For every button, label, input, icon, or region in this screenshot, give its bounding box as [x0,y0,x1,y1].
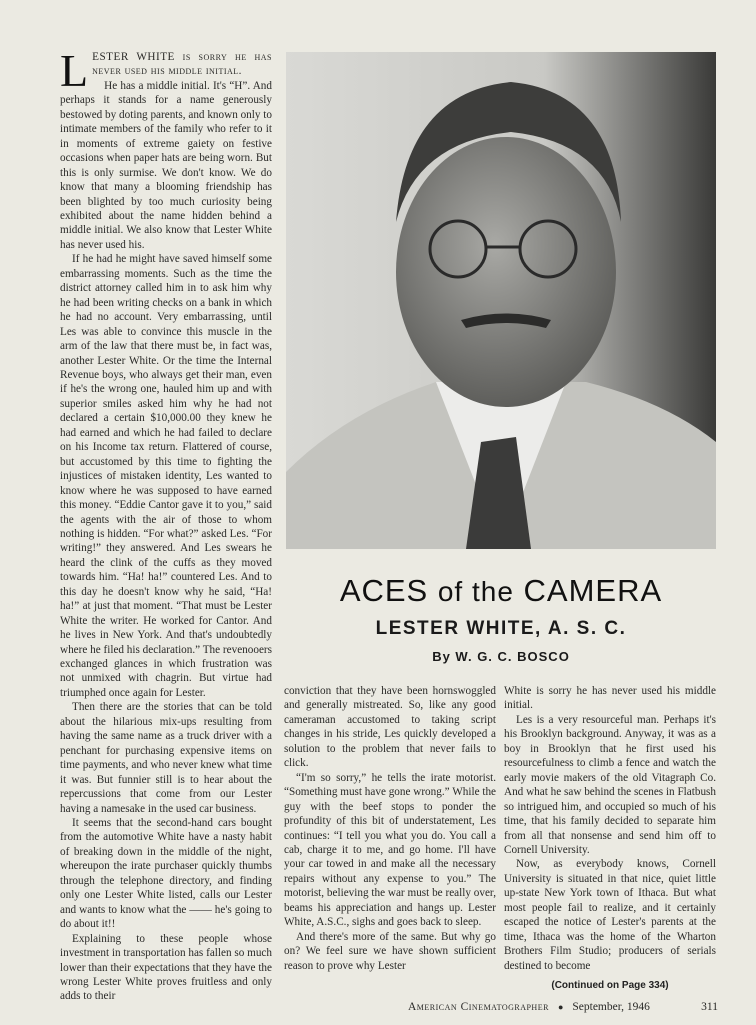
magazine-name: American Cinematographer [408,1001,549,1013]
page-footer [408,1000,718,1015]
paragraph: conviction that they have been hornswoggled and generally mistreated. So, like any good cameraman accustomed to taking script changes in his stride, Les quickly developed a solution to the problem that never fails to click. [284,685,496,770]
paragraph: “I'm so sorry,” he tells the irate motorist. “Something must have gone wrong.” While the guy with the beef stops to ponder the profundity of this bit of understatement, Les continues: “I tell you what you do. You call a cab, charge it to me, and go home. I'll have your car towed in and make all the necessary repairs without any expense to you.” The motorist, believing the war must be really over, beams his appreciation and hangs up. Lester White, A.S.C., sighs and goes back to sleep. [284,771,496,929]
paragraph: It seems that the second-hand cars bought from the automotive White have a nasty habit of breaking down in the middle of the night, whereupon the irate purchaser quickly thumbs through the telephone directory, and finding only one Lester White listed, calls our Lester and wants to know what the —— he's going to do about it!! [60,817,272,931]
paragraph: Then there are the stories that can be told about the hilarious mix-ups resulting from having the same name as a truck driver with a penchant for purchasing expensive items on time payments, and who never knew what time it was. But funnier still is to hear about the repercussions that come from our Lester having a namesake in the used car business. [60,701,272,815]
opening-text: ESTER WHITE is sorry he has never used his middle initial. [92,51,272,78]
paragraph: If he had he might have saved himself some embarrassing moments. Such as the time the district attorney called him in to ask him why he had been writing checks on a bank in which he had no account. Very embarrassing, until Les was able to convince this muscle in the arm of the law that there must be, in fact was, another Lester White. Or the time the Internal Revenue boys, who always get their man, even if he's the wrong one, hauled him up and with superior smiles asked him why he had not declared a certain $10,000.00 they knew he had earned and which he had failed to declare on his Income tax return. Flattered of course, but accustomed by this time to fighting the injustices of mistaken identity, Les wanted to know where he was supposed to have earned this money. “Eddie Cantor gave it to you,” said the agents with the air of those to whom nothing is hidden. “For what?” asked Les. “For writing!” they answered. And Les swears he heard the clink of the cuffs as they moved towards him. “Ha! ha!” countered Les. And to this day he doesn't know why he said, “Ha! ha!” at just that moment. “That must be Lester White the writer. He worked for Cantor. And he lives in New York. And that's undoubtedly where he filed his declaration.” The revenooers exchanged glances in which frustration was not unmixed with chagrin. But virtue had triumphed once again for Lester. [60,253,272,699]
issue-date: September, 1946 [572,1001,650,1013]
paragraph: White is sorry he has never used his middle initial. [504,685,716,712]
paragraph: Now, as everybody knows, Cornell University is situated in that nice, quiet little up-state New York town of Ithaca. But what most people fail to realize, and it certainly escaped the notice of Lester's parents at the time, Ithaca was the home of the Wharton Brothers Film Studio; producers of serials destined to become [504,858,716,972]
left-column [60,45,272,1004]
article-subtitle: LESTER WHITE, A. S. C. [375,618,627,639]
portrait-icon [286,52,716,549]
title-aces: ACES [339,573,429,608]
continued-note: (Continued on Page 334) [551,980,669,992]
article-title [286,572,716,611]
middle-column [284,684,496,973]
title-of-the: of the [437,576,514,607]
paragraph: And there's more of the same. But why go on? We feel sure we have shown sufficient reason to prove why Lester [284,930,496,972]
opening-paragraph [60,45,272,96]
page-number: 311 [701,1001,718,1013]
byline: By W. G. C. BOSCO [432,649,570,664]
title-camera: CAMERA [523,573,663,608]
drop-cap: L [60,45,89,96]
right-column [504,684,716,992]
portrait-photo [286,52,716,549]
bullet-icon: ● [557,1002,564,1012]
paragraph: Les is a very resourceful man. Perhaps it's his Brooklyn background. Anyway, it was as a boy in Brooklyn that he first used his resourcefulness to climb a fence and watch the early movie makers of the old Vitagraph Co. And what he saw behind the scenes in Flatbush so intrigued him, and occupied so much of his time, that his family decided to separate him from all that nonsense and send him off to Cornell University. [504,713,716,856]
paragraph: Explaining to these people whose investment in transportation has fallen so much lower than their expectations that they have the wrong Lester White proves fruitless and only adds to their [60,932,272,1003]
paragraph: He has a middle initial. It's “H”. And perhaps it stands for a name generously bestowed by doting parents, and known only to intimate members of the family who refer to it in moments of extreme gaiety on festive occasions when paper hats are being worn. But this is only surmise. We don't know. We do know that many a blooming friendship has been blighted by too much curiosity being exhibited about the name hidden behind a middle initial. We also know that Lester White has never used his. [60,79,272,251]
